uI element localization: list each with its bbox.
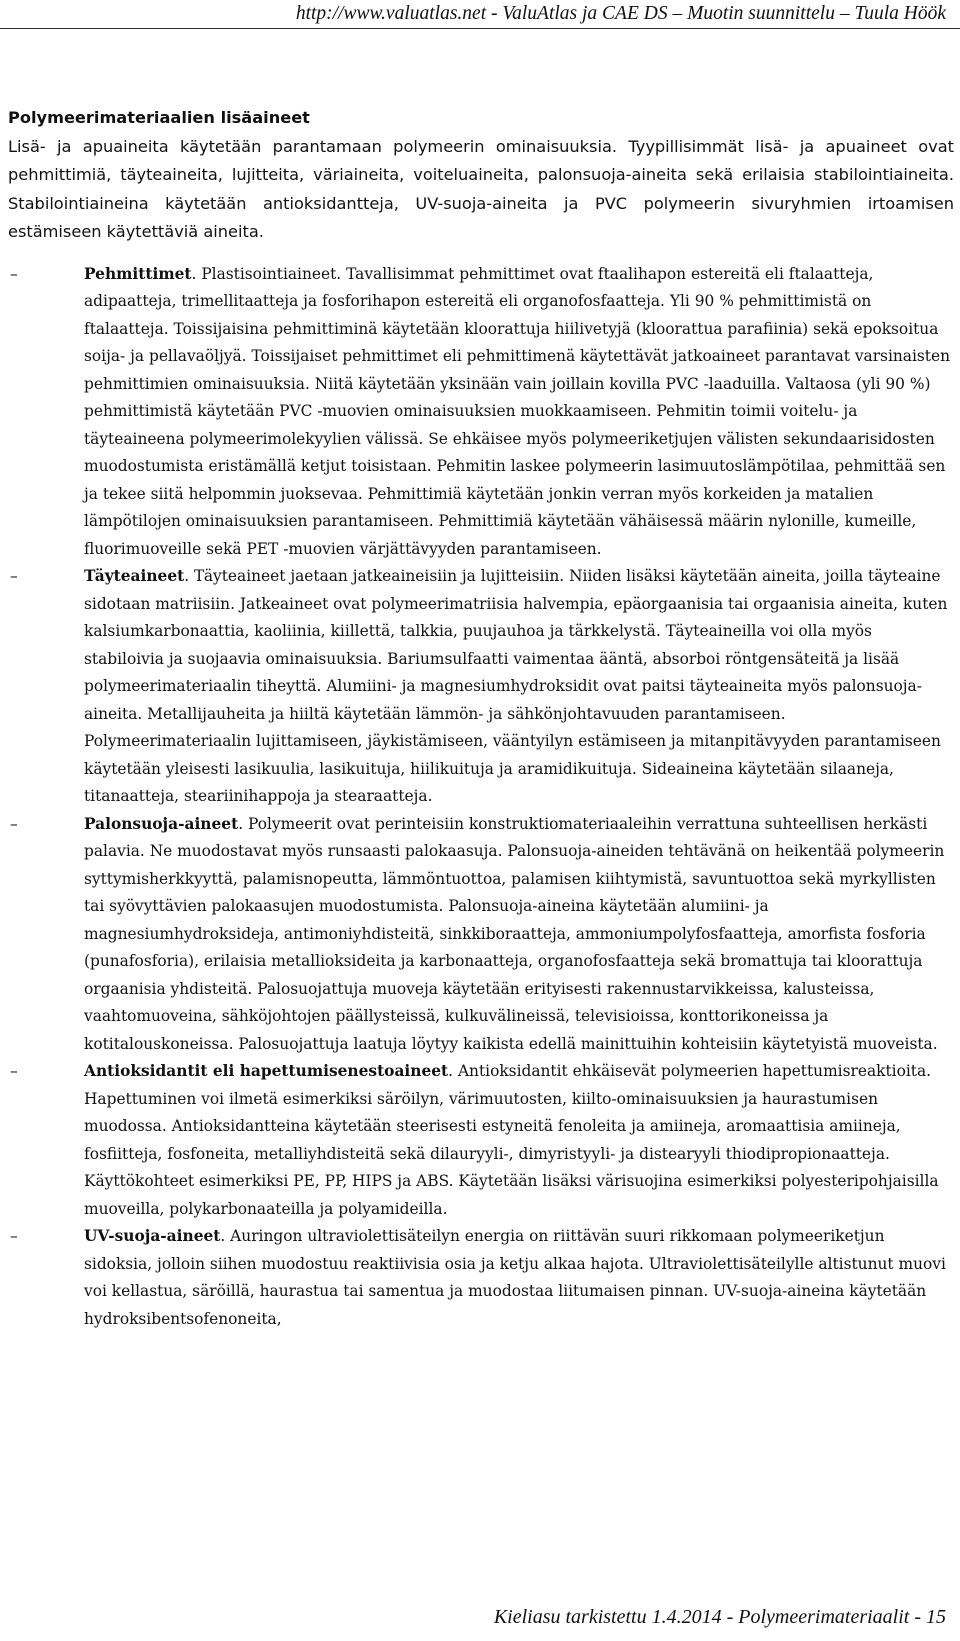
item-text: . Plastisointiaineet. Tavallisimmat pehmittimet ovat ftaalihapon estereitä eli ftalaatteja, adipaatteja, trimellitaatteja ja fosforihapon estereitä eli organofosfaatteja. Yli 90 % pehmittimistä on ftalaatteja. Toissijaisina pehmittiminä käytetään kloorattuja hiilivetyjä (kloorattua parafiinia) sekä epoksoitua soija- ja pellavaöljyä. Toissijaiset pehmittimet eli pehmittimenä käytettävät jatkoaineet parantavat varsinaisten pehmittimien ominaisuuksia. Niitä käytetään yksinään vain joillain kovilla PVC -laaduilla. Valtaosa (yli 90 %) pehmittimistä käytetään PVC -muovien ominaisuuksien muokkaamiseen. Pehmitin toimii voitelu- ja täyteaineena polymeerimolekyylien välissä. Se ehkäisee myös polymeeriketjujen välisten sekundaarisidosten muodostumista eristämällä ketjut toisistaan. Pehmitin laskee polymeerin lasimuutoslämpötilaa, pehmittää sen ja tekee siitä helpommin juoksevaa. Pehmittimiä käytetään jonkin verran myös korkeiden ja matalien lämpötilojen ominaisuuksien parantamiseen. Pehmittimiä käytetään vähäisessä määrin nylonille, kumeille, fluorimuoveille sekä PET -muovien värjättävyyden parantamiseen. [84, 264, 950, 558]
item-term: UV-suoja-aineet [84, 1227, 221, 1245]
item-term: Pehmittimet [84, 264, 192, 283]
list-dash: – [10, 264, 18, 283]
page-footer [494, 1604, 946, 1630]
item-term: Antioksidantit eli hapettumisenestoaineet [84, 1062, 449, 1080]
item-text: . Polymeerit ovat perinteisiin konstruktiomateriaaleihin verrattuna suhteellisen herkästi palavia. Ne muodostavat myös runsaasti palokaasuja. Palonsuoja-aineiden tehtävänä on heikentää polymeerin syttymisherkkyyttä, palamisnopeutta, lämmöntuottoa, palamisen kiihtymistä, savuntuottoa sekä myrkyllisten tai syövyttävien palokaasujen muodostumista. Palonsuoja-aineina käytetään alumiini- ja magnesiumhydroksideja, antimoniyhdisteitä, sinkkiboraatteja, ammoniumpolyfosfaatteja, amorfista fosforia (punafosforia), erilaisia metallioksideita ja karbonaatteja, organofosfaatteja sekä bromattuja tai kloorattuja orgaanisia yhdisteitä. Palosuojattuja muoveja käytetään erityisesti rakennustarvikkeissa, kalusteissa, vaahtomuoveina, sähköjohtojen päällysteissä, kulkuvälineissä, televisioissa, konttorikoneissa ja kotitalouskoneissa. Palosuojattuja laatuja löytyy kaikista edellä mainittuihin kohteisiin käytetyistä muoveista. [84, 814, 945, 1053]
header-text: http://www.valuatlas.net - ValuAtlas ja CAE DS – Muotin suunnittelu – Tuula Höök [295, 3, 946, 24]
list-dash: – [10, 567, 18, 585]
list-item-uv-suoja-aineet [8, 1223, 954, 1333]
list-dash: – [10, 1062, 18, 1080]
section-title: Polymeerimateriaalien lisäaineet [8, 108, 310, 127]
list-item-antioksidantit [8, 1058, 954, 1223]
page-header [0, 2, 960, 29]
section-intro: Lisä- ja apuaineita käytetään parantamaan polymeerin ominaisuuksia. Tyypillisimmät lisä- ja apuaineet ovat pehmittimiä, täyteaineita, lujitteita, väriaineita, voiteluaineita, palonsuoja-aineita sekä erilaisia stabilointiaineita. Stabilointiaineina käytetään antioksidantteja, UV-suoja-aineita ja PVC polymeerin sivuryhmien irtoamisen estämiseen käytettäviä aineita. [8, 136, 954, 241]
item-text: . Antioksidantit ehkäisevät polymeerien hapettumisreaktioita. Hapettuminen voi ilmetä esimerkiksi säröilyn, värimuutosten, kiilto-ominaisuuksien ja haurastumisen muodossa. Antioksidantteina käytetään steerisesti estyneitä fenoleita ja amiineja, aromaattisia amiineja, fosfiitteja, fosfoneita, metalliyhdisteitä sekä dilauryyli-, dimyristyyli- ja distearyyli thiodipropionaatteja. Käyttökohteet esimerkiksi PE, PP, HIPS ja ABS. Käytetään lisäksi värisuojina esimerkiksi polyesteripohjaisilla muoveilla, polykarbonaateilla ja polyamideilla. [84, 1062, 939, 1218]
item-text: . Täyteaineet jaetaan jatkeaineisiin ja lujitteisiin. Niiden lisäksi käytetään aineita, joilla täyteaine sidotaan matriisiin. Jatkeaineet ovat polymeerimatriisia halvempia, epäorgaanisia tai orgaanisia aineita, kuten kalsiumkarbonaattia, kaoliinia, kiillettä, talkkia, puujauhoa ja tärkkelystä. Täyteaineilla voi olla myös stabiloivia ja suojaavia ominaisuuksia. Bariumsulfaatti vaimentaa ääntä, absorboi röntgensäteitä ja lisää polymeerimateriaalin tiheyttä. Alumiini- ja magnesiumhydroksidit ovat paitsi täyteaineita myös palonsuoja-aineita. Metallijauheita ja hiiltä käytetään lämmön- ja sähkönjohtavuuden parantamiseen. Polymeerimateriaalin lujittamiseen, jäykistämiseen, vääntyilyn estämiseen ja mitanpitävyyden parantamiseen käytetään yleisesti lasikuulia, lasikuituja, hiilikuituja ja aramidikuituja. Sideaineina käytetään silaaneja, titanaatteja, steariinihappoja ja stearaatteja. [84, 567, 948, 805]
footer-text: Kieliasu tarkistettu 1.4.2014 - Polymeerimateriaalit - 15 [493, 1606, 946, 1628]
list-item-tayteaineet [8, 563, 954, 811]
additive-list [8, 261, 954, 1334]
list-item-palonsuoja-aineet [8, 811, 954, 1059]
list-item-pehmittimet [8, 261, 954, 564]
item-term: Täyteaineet [84, 567, 185, 585]
item-term: Palonsuoja-aineet [84, 814, 239, 833]
page-content [8, 104, 954, 1333]
list-dash: – [10, 814, 18, 833]
item-text: . Auringon ultraviolettisäteilyn energia on riittävän suuri rikkomaan polymeeriketjun sidoksia, jolloin siihen muodostuu reaktiivisia osia ja ketju alkaa hajota. Ultraviolettisäteilylle altistunut muovi voi kellastua, säröillä, haurastua tai samentua ja muodostaa liitumaisen pinnan. UV-suoja-aineina käytetään hydroksibentsofenoneita, [84, 1227, 946, 1328]
list-dash: – [10, 1227, 18, 1245]
